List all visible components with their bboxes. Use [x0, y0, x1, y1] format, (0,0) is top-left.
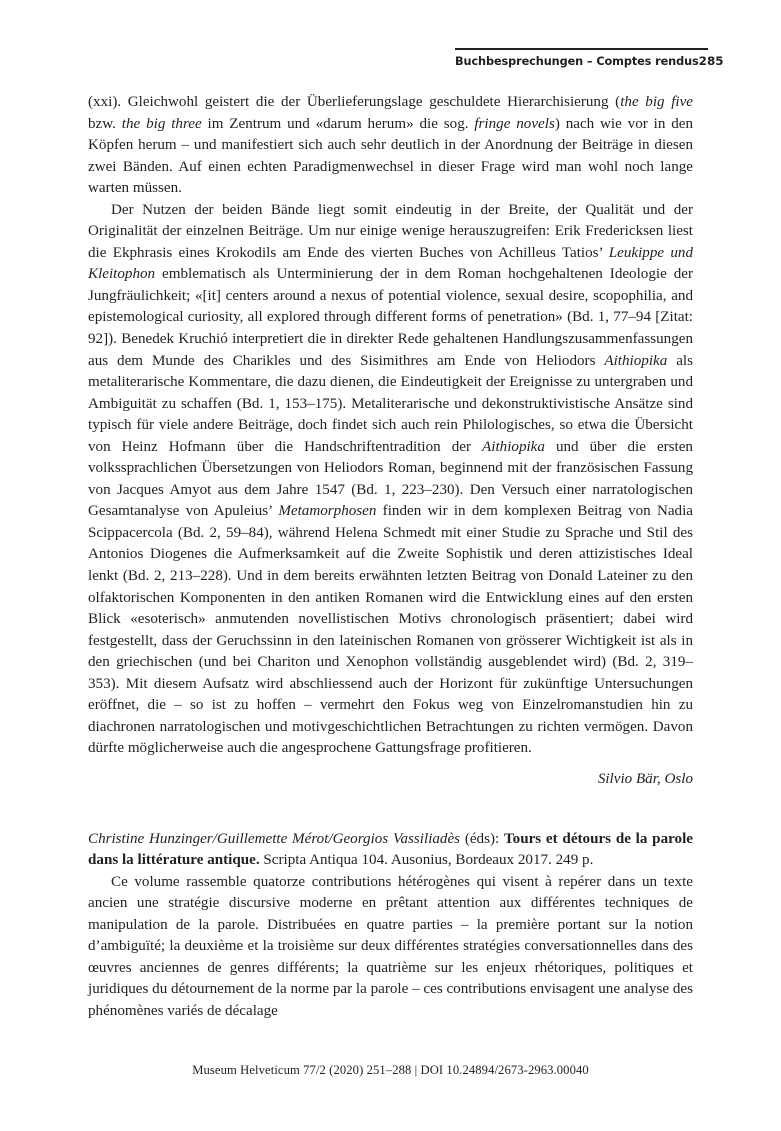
r1p2-text-4: und über die ersten volkssprachlichen Übersetzungen von Heliodors Roman, beginnend mit der französischen Fassung von Jacques Amyot aus dem Jahre 1547 (Bd. 1, 223–230). Den Versuch einer narratologischen Gesamtanalyse von Apuleius’	[88, 438, 693, 520]
page-number: 285	[698, 54, 724, 68]
r1p1-text-1: (xxi). Gleichwohl geistert die der Überlieferungslage geschuldete Hierarchisierung (	[88, 94, 621, 110]
review1-paragraph-1	[88, 92, 693, 200]
review2-paragraph-1: Ce volume rassemble quatorze contributions hétérogènes qui visent à repérer dans un texte ancien une stratégie discursive moderne en prêtant attention aux différentes techniques de manipulation de la parole. Distribuées en quatre parties – la première portant sur la notion d’ambiguïté; la deuxième et la troisième sur deux différentes stratégies conversationnelles dans des œuvres anciennes de genres différents; la quatrième sur les enjeux rhétoriques, politiques et juridiques du détournement de la norme par la parole – ces contributions envisagent une analyse des phénomènes variés de décalage	[88, 873, 693, 1019]
review2-heading	[88, 829, 693, 872]
running-head	[455, 48, 724, 68]
r1p2-italic-4: Metamorphosen	[278, 503, 377, 520]
review2-authors: Christine Hunzinger/Guillemette Mérot/Georgios Vassiliadès	[88, 830, 461, 847]
footer-citation: Museum Helveticum 77/2 (2020) 251–288 | DOI 10.24894/2673-2963.00040	[192, 1063, 589, 1077]
r1p2-text-1: Der Nutzen der beiden Bände liegt somit eindeutig in der Breite, der Qualität und der Originalität der einzelnen Beiträge. Um nur einige wenige herauszugreifen: Erik Fredericksen liest die Ekphrasis eines Krokodils am Ende des vierten Buches von Achilleus Tatios’	[88, 201, 693, 261]
review1-paragraph-2	[88, 200, 693, 760]
page-footer	[0, 1063, 781, 1078]
r1p1-italic-3: fringe novels	[474, 115, 555, 132]
review2-title: Tours et détours de la parole dans la littérature antique.	[88, 830, 693, 869]
review2-imprint: Scripta Antiqua 104. Ausonius, Bordeaux 2017. 249 p.	[259, 852, 594, 869]
review2-eds-label: (éds):	[460, 830, 504, 847]
section-divider	[88, 791, 693, 829]
r1p2-italic-1: Leukippe und Kleitophon	[88, 244, 693, 283]
r1p2-text-2: emblematisch als Unterminierung der in dem Roman hochgehaltenen Ideologie der Jungfräulichkeit; «[it] centers around a nexus of potential violence, sexual desire, scopophilia, and epistemological curiosity, all explored through different forms of penetration» (Bd. 1, 77–94 [Zitat: 92]). Benedek Kruchió interpretiert die in direkter Rede gehaltenen Handlungszusammenfassungen aus dem Munde des Charikles und des Sisimithres am Ende von Heliodors	[88, 266, 693, 369]
r1p1-text-3: im Zentrum und «darum herum» die sog.	[201, 115, 475, 132]
r1p1-text-4: ) nach wie vor in den Köpfen herum – und manifestiert sich auch sehr deutlich in der Anordnung der Beiträge in diesen zwei Bänden. Auf einen echten Paradigmenwechsel in dieser Frage wird man wohl noch lange warten müssen.	[88, 115, 694, 197]
running-head-title: Buchbesprechungen – Comptes rendus	[455, 55, 699, 68]
r1p2-text-5: finden wir in dem komplexen Beitrag von Nadia Scippacercola (Bd. 2, 59–84), während Helena Schmedt mit einer Studie zu Sprache und Stil des Antonios Diogenes die Aufmerksamkeit auf die Zweite Sophistik und deren attizistisches Ideal lenkt (Bd. 2, 213–228). Und in dem bereits erwähnten letzten Beitrag von Donald Lateiner zu den olfaktorischen Komponenten in den antiken Romanen wird die Entwicklung eines auf den ersten Blick «esoterisch» anmutenden novellistischen Motivs chronologisch präsentiert; dabei wird festgestellt, dass der Geruchssinn in den lateinischen Romanen von grösserer Wichtigkeit ist als in den griechischen (und bei Chariton und Xenophon vollständig ausgeblendet wird) (Bd. 2, 319–353). Mit diesem Aufsatz wird abschliessend auch der Horizont für zukünftige Untersuchungen eröffnet, die – so ist zu hoffen – vermehrt den Fokus weg von Einzelromanstudien hin zu diachronen narratologischen und motivgeschichtlichen Betrachtungen zu richten vermögen. Davon dürfte möglicherweise auch die angesprochene Gattungsfrage profitieren.	[88, 503, 693, 757]
r1p1-italic-2: the big three	[121, 115, 202, 132]
r1p2-italic-2: Aithiopika	[604, 352, 668, 369]
r1p1-italic-1: the big five	[620, 94, 694, 110]
r1p1-text-2: bzw.	[88, 115, 122, 132]
r1p2-italic-3: Aithiopika	[482, 438, 545, 455]
text-column	[88, 92, 693, 1022]
r1p2-text-3: als metaliterarische Kommentare, die dazu dienen, die Eindeutigkeit der Ereignisse zu untergraben und Ambiguität zu schaffen (Bd. 1, 153–175). Metaliterarische und dekonstruktivistische Ansätze sind typisch für viele andere Beiträge, doch findet sich auch rein Philologisches, so etwa die Übersicht von Heinz Hofmann über die Handschriftentradition der	[88, 352, 693, 455]
review1-attribution: Silvio Bär, Oslo	[597, 770, 693, 787]
